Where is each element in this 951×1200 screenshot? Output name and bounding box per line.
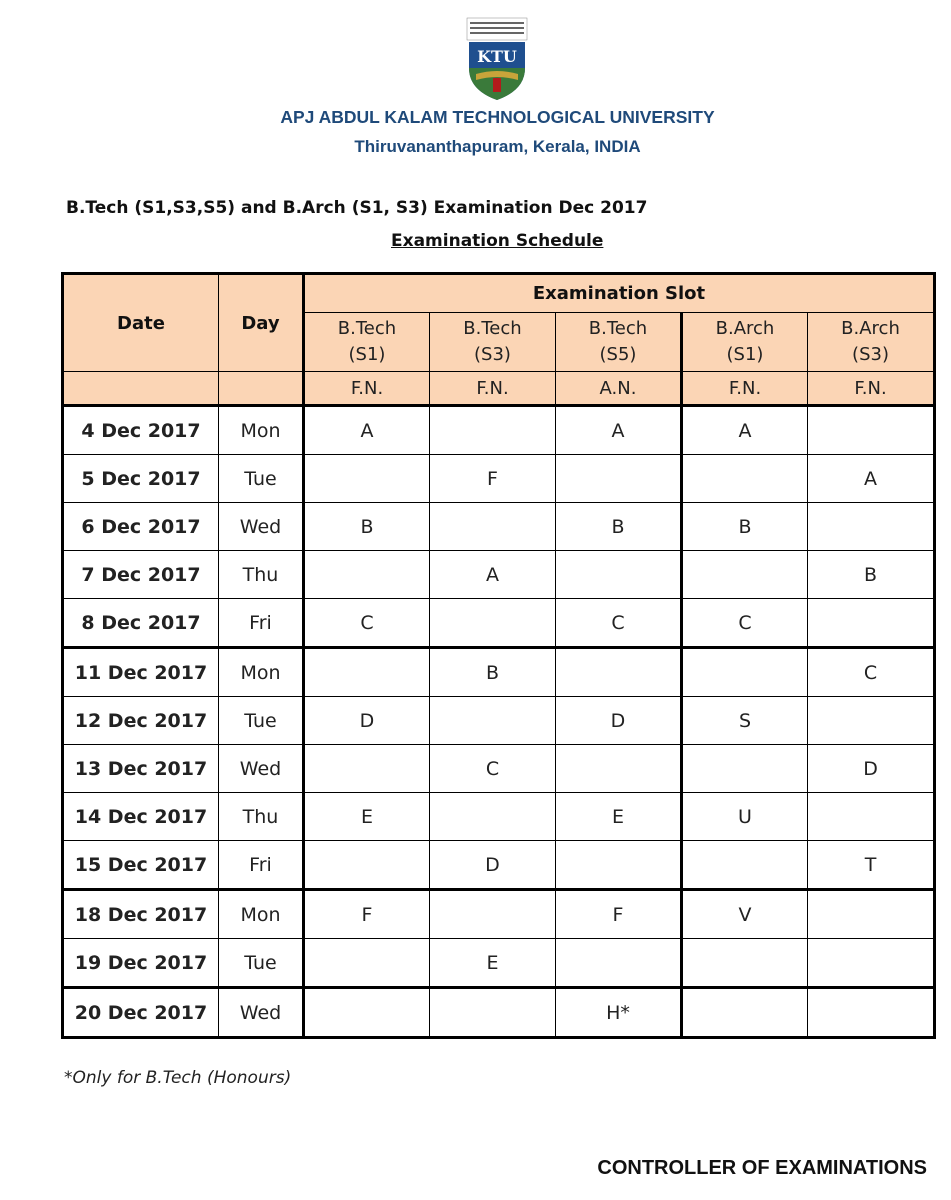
header-program-0: [304, 313, 430, 372]
header-program-3: [682, 313, 808, 372]
signature-controller-of-examinations: CONTROLLER OF EXAMINATIONS: [597, 1157, 927, 1179]
cell-slot: H*: [556, 988, 682, 1038]
cell-slot: [808, 406, 935, 455]
cell-day: Wed: [219, 745, 304, 793]
header-examination-slot: Examination Slot: [304, 274, 935, 313]
cell-slot: D: [430, 841, 556, 890]
cell-slot: [556, 939, 682, 988]
university-name: APJ ABDUL KALAM TECHNOLOGICAL UNIVERSITY: [280, 107, 715, 127]
cell-slot: [556, 841, 682, 890]
cell-slot: B: [430, 648, 556, 697]
cell-slot: D: [808, 745, 935, 793]
header-date-blank: [63, 372, 219, 406]
cell-slot: T: [808, 841, 935, 890]
cell-slot: A: [430, 551, 556, 599]
header-day: Day: [219, 274, 304, 372]
cell-slot: [304, 648, 430, 697]
program-semester: (S1): [348, 344, 386, 365]
cell-slot: [808, 939, 935, 988]
cell-slot: [682, 988, 808, 1038]
cell-slot: [304, 745, 430, 793]
cell-date: 13 Dec 2017: [63, 745, 219, 793]
university-location: Thiruvananthapuram, Kerala, INDIA: [354, 137, 641, 156]
cell-slot: B: [304, 503, 430, 551]
header-session-4: F.N.: [808, 372, 935, 406]
program-name: B.Arch: [841, 318, 900, 339]
cell-slot: [304, 988, 430, 1038]
cell-slot: [556, 455, 682, 503]
program-semester: (S5): [599, 344, 637, 365]
university-logo: [464, 16, 530, 102]
table-row: [63, 697, 935, 745]
cell-slot: [304, 939, 430, 988]
cell-slot: [430, 793, 556, 841]
header-program-4: [808, 313, 935, 372]
exam-title: B.Tech (S1,S3,S5) and B.Arch (S1, S3) Examination Dec 2017: [66, 198, 648, 218]
cell-day: Tue: [219, 697, 304, 745]
table-row: [63, 745, 935, 793]
footnote: *Only for B.Tech (Honours): [64, 1068, 292, 1088]
cell-day: Wed: [219, 503, 304, 551]
header-session-2: A.N.: [556, 372, 682, 406]
cell-date: 11 Dec 2017: [63, 648, 219, 697]
cell-day: Fri: [219, 841, 304, 890]
cell-slot: S: [682, 697, 808, 745]
cell-date: 18 Dec 2017: [63, 890, 219, 939]
header-program-1: [430, 313, 556, 372]
cell-day: Mon: [219, 648, 304, 697]
cell-slot: [682, 841, 808, 890]
table-row: [63, 939, 935, 988]
cell-day: Thu: [219, 793, 304, 841]
cell-slot: [430, 406, 556, 455]
cell-slot: B: [808, 551, 935, 599]
cell-slot: C: [304, 599, 430, 648]
cell-slot: C: [556, 599, 682, 648]
cell-slot: E: [430, 939, 556, 988]
header-program-2: [556, 313, 682, 372]
cell-slot: C: [682, 599, 808, 648]
program-name: B.Tech: [463, 318, 522, 339]
table-row: [63, 988, 935, 1038]
cell-slot: D: [556, 697, 682, 745]
cell-slot: A: [808, 455, 935, 503]
program-name: B.Tech: [588, 318, 648, 339]
cell-slot: [556, 745, 682, 793]
cell-slot: [682, 745, 808, 793]
cell-date: 14 Dec 2017: [63, 793, 219, 841]
cell-slot: C: [808, 648, 935, 697]
table-row: [63, 599, 935, 648]
cell-slot: U: [682, 793, 808, 841]
program-name: B.Tech: [337, 318, 397, 339]
cell-slot: D: [304, 697, 430, 745]
table-row: [63, 455, 935, 503]
table-row: [63, 648, 935, 697]
cell-slot: [682, 648, 808, 697]
program-semester: (S1): [726, 344, 764, 365]
program-name: B.Arch: [715, 318, 775, 339]
cell-slot: [304, 455, 430, 503]
table-row: [63, 551, 935, 599]
header-session-1: F.N.: [430, 372, 556, 406]
cell-date: 8 Dec 2017: [63, 599, 219, 648]
cell-slot: B: [556, 503, 682, 551]
cell-slot: [430, 697, 556, 745]
cell-slot: [808, 793, 935, 841]
cell-date: 7 Dec 2017: [63, 551, 219, 599]
cell-slot: B: [682, 503, 808, 551]
cell-day: Mon: [219, 406, 304, 455]
table-row: [63, 890, 935, 939]
cell-day: Wed: [219, 988, 304, 1038]
cell-day: Tue: [219, 455, 304, 503]
cell-slot: [808, 890, 935, 939]
cell-date: 19 Dec 2017: [63, 939, 219, 988]
cell-slot: F: [304, 890, 430, 939]
cell-slot: [808, 503, 935, 551]
cell-slot: [682, 939, 808, 988]
cell-slot: F: [430, 455, 556, 503]
cell-slot: A: [304, 406, 430, 455]
cell-slot: E: [304, 793, 430, 841]
cell-slot: V: [682, 890, 808, 939]
schedule-title: Examination Schedule: [391, 231, 604, 251]
header-day-blank: [219, 372, 304, 406]
cell-slot: [430, 890, 556, 939]
cell-slot: C: [430, 745, 556, 793]
cell-slot: [430, 599, 556, 648]
cell-slot: A: [556, 406, 682, 455]
program-semester: (S3): [852, 344, 889, 365]
cell-date: 4 Dec 2017: [63, 406, 219, 455]
cell-date: 15 Dec 2017: [63, 841, 219, 890]
header-session-0: F.N.: [304, 372, 430, 406]
cell-slot: E: [556, 793, 682, 841]
cell-date: 5 Dec 2017: [63, 455, 219, 503]
cell-slot: A: [682, 406, 808, 455]
cell-day: Thu: [219, 551, 304, 599]
cell-slot: [682, 551, 808, 599]
cell-day: Mon: [219, 890, 304, 939]
cell-date: 6 Dec 2017: [63, 503, 219, 551]
cell-slot: [430, 988, 556, 1038]
table-row: [63, 841, 935, 890]
header-date: Date: [63, 274, 219, 372]
cell-slot: [682, 455, 808, 503]
cell-day: Fri: [219, 599, 304, 648]
cell-slot: [556, 648, 682, 697]
cell-date: 20 Dec 2017: [63, 988, 219, 1038]
cell-slot: [808, 697, 935, 745]
header-session-3: F.N.: [682, 372, 808, 406]
cell-slot: [304, 551, 430, 599]
table-row: [63, 503, 935, 551]
cell-slot: [304, 841, 430, 890]
cell-slot: [808, 988, 935, 1038]
table-row: [63, 406, 935, 455]
cell-day: Tue: [219, 939, 304, 988]
svg-text:KTU: KTU: [477, 47, 517, 66]
cell-slot: [808, 599, 935, 648]
cell-slot: F: [556, 890, 682, 939]
cell-slot: [430, 503, 556, 551]
cell-slot: [556, 551, 682, 599]
program-semester: (S3): [474, 344, 511, 365]
exam-schedule-table: [61, 272, 936, 1039]
cell-date: 12 Dec 2017: [63, 697, 219, 745]
table-row: [63, 793, 935, 841]
